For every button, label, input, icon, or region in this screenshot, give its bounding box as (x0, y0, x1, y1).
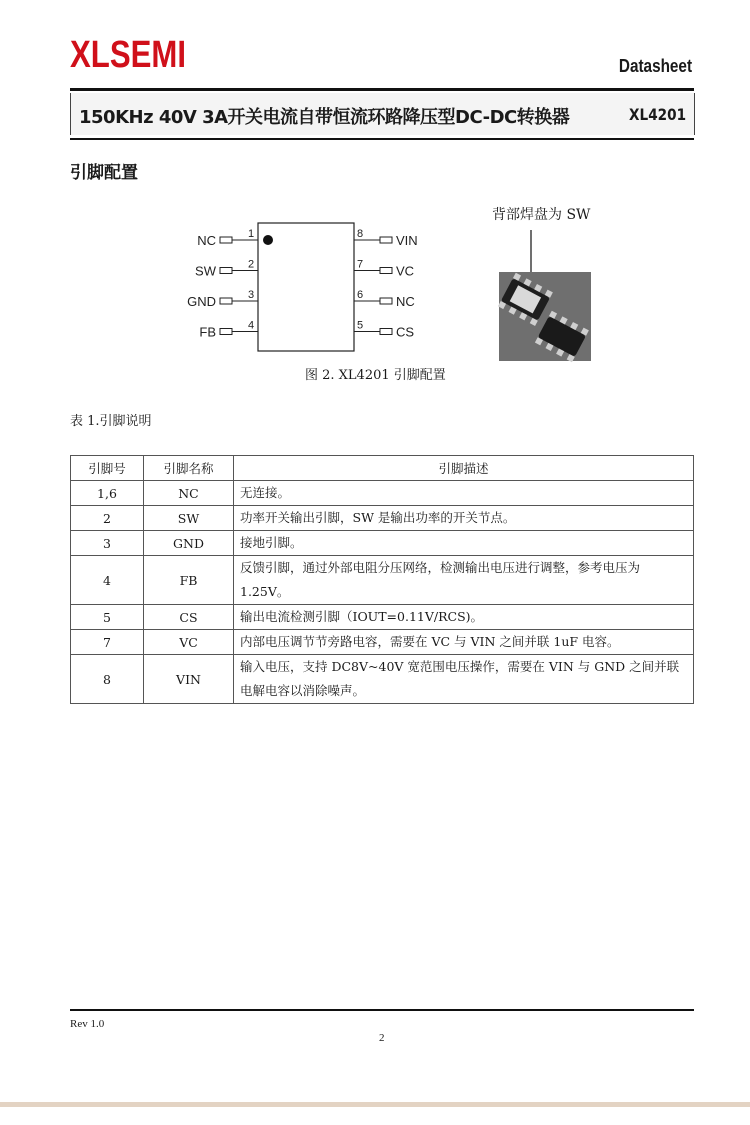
pin-lead-left (220, 329, 232, 335)
header-pin-name: 引脚名称 (144, 456, 234, 481)
pin-description-table (70, 455, 694, 704)
revision-label: Rev 1.0 (70, 1018, 105, 1030)
header-rule-bottom (70, 138, 694, 140)
pin-number-label: 5 (357, 319, 364, 332)
pin-number-label: 6 (357, 289, 364, 301)
table-caption: 表 1.引脚说明 (70, 414, 152, 429)
pin-description: 内部电压调节节旁路电容，需要在 VC 与 VIN 之间并联 1uF 电容。 (234, 630, 694, 655)
pin-number: 7 (71, 630, 144, 655)
pin-name: VC (144, 630, 234, 655)
pin-name: SW (144, 506, 234, 531)
pin-name-label: NC (396, 294, 415, 309)
pin-name-label: VIN (396, 233, 418, 248)
pin-lead-left (220, 237, 232, 243)
pin-number: 2 (71, 506, 144, 531)
pin-name-label: SW (195, 263, 216, 279)
title-bar (70, 93, 695, 135)
pin-description: 输入电压，支持 DC8V~40V 宽范围电压操作，需要在 VIN 与 GND 之间并联电解电容以消除噪声。 (234, 655, 694, 704)
header-pin-description: 引脚描述 (234, 456, 694, 481)
pin-number-label: 2 (248, 258, 255, 271)
pin-description: 接地引脚。 (234, 531, 694, 556)
pin-number: 8 (71, 655, 144, 704)
pin-number-label: 3 (248, 289, 255, 301)
table-header-row (71, 456, 694, 481)
pin-description: 输出电流检测引脚（IOUT=0.11V/RCS)。 (234, 605, 694, 630)
pin-name-label: GND (187, 294, 216, 309)
section-heading: 引脚配置 (70, 163, 138, 183)
pin-number: 4 (71, 556, 144, 605)
pin-name: GND (144, 531, 234, 556)
pin-diagram (180, 215, 440, 360)
document-type: Datasheet (618, 56, 692, 76)
pin-number: 1,6 (71, 481, 144, 506)
table-row (71, 630, 694, 655)
pin-lead-left (220, 298, 232, 304)
pin-description: 反馈引脚，通过外部电阻分压网络，检测输出电压进行调整，参考电压为 1.25V。 (234, 556, 694, 605)
pin-number: 3 (71, 531, 144, 556)
pin-name: FB (144, 556, 234, 605)
pin-name: NC (144, 481, 234, 506)
pin-number-label: 1 (248, 228, 255, 240)
pin-lead-left (220, 268, 232, 274)
table-row (71, 481, 694, 506)
document-title: 150KHz 40V 3A开关电流自带恒流环路降压型DC-DC转换器 (79, 107, 570, 128)
pin-number-label: 8 (357, 228, 364, 240)
pin-lead-right (380, 268, 392, 274)
pin-name-label: VC (396, 263, 415, 279)
page-bottom-band (0, 1102, 750, 1107)
header-rule-top (70, 88, 694, 91)
pin-number-label: 4 (248, 319, 255, 332)
pin-name: VIN (144, 655, 234, 704)
pin-description: 无连接。 (234, 481, 694, 506)
pin-number-label: 7 (357, 258, 364, 271)
part-number: XL4201 (628, 105, 686, 124)
table-row (71, 531, 694, 556)
pin-lead-right (380, 329, 392, 335)
figure-caption: 图 2. XL4201 引脚配置 (305, 368, 446, 383)
page-number: 2 (379, 1032, 385, 1044)
table-row (71, 506, 694, 531)
pin-number: 5 (71, 605, 144, 630)
pin-description: 功率开关输出引脚，SW 是输出功率的开关节点。 (234, 506, 694, 531)
pin-name-label: FB (199, 324, 216, 340)
pin1-marker (263, 235, 273, 245)
pin-name-label: NC (197, 233, 216, 248)
table-row (71, 655, 694, 704)
package-photo (495, 228, 595, 363)
pin-name-label: CS (396, 324, 415, 340)
pin-lead-right (380, 237, 392, 243)
company-logo: XLSEMI (70, 34, 187, 76)
footer-rule (70, 1009, 694, 1011)
table-row (71, 556, 694, 605)
thermal-pad-caption: 背部焊盘为 SW (492, 207, 591, 223)
header-pin-number: 引脚号 (71, 456, 144, 481)
pin-lead-right (380, 298, 392, 304)
table-row (71, 605, 694, 630)
pin-name: CS (144, 605, 234, 630)
